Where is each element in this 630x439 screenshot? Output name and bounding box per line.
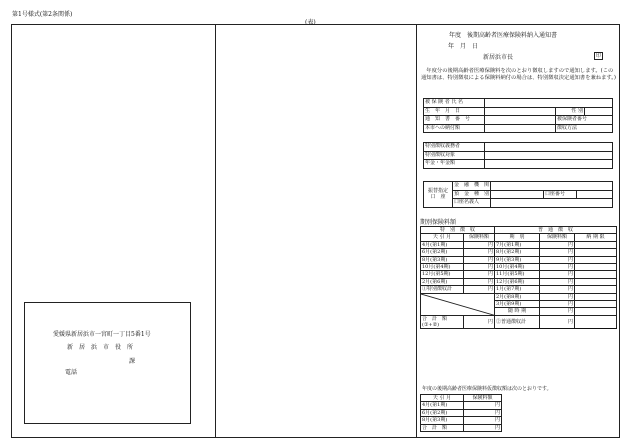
prov-month-cell: 6月(第2期) [421,409,464,416]
due-date-cell [575,293,617,300]
ordinary-amount-cell: 円 [540,271,575,278]
target-value [485,151,613,160]
notice-no-value [485,116,556,125]
birth-label: 生 年 月 日 [424,107,485,116]
special-month-cell: 2月(第6期) [421,278,464,285]
notice-date: 年 月 日 [448,43,479,50]
insured-table [423,98,613,133]
address-box [24,302,191,424]
transfer-table [423,181,613,208]
prov-amount-cell: 円 [464,417,502,424]
transfer-label-line1: 振替指定 [427,187,448,194]
table-row [424,151,613,160]
table-row [421,278,617,285]
period-heading: 期別保険料額 [420,219,457,226]
due-amount-label: 本市への納付額 [424,124,485,133]
ordinary-term-cell: 11月(第5期) [495,271,540,278]
special-month-cell: 8月(第3期) [421,256,464,263]
birth-value [485,107,556,116]
ordinary-term-cell: 1月(第7期) [495,286,540,293]
prov-month-cell: 8月(第3期) [421,417,464,424]
table-row [421,271,617,278]
provisional-table [420,394,502,432]
table-row [421,227,617,234]
obligor-label: 特別徴収義務者 [424,143,485,152]
panel-divider-left [215,24,216,437]
deposit-value [491,190,544,199]
special-header: 特 別 徴 収 [421,227,495,234]
deposit-label: 預 金 種 別 [454,190,490,197]
grand-total-formula: (①+②) [422,321,440,328]
transfer-label [424,182,453,208]
bank-label: 金 融 機 関 [454,182,490,188]
special-amount-cell: 円 [464,278,495,285]
method-label: 徴収方法 [556,124,613,133]
special-amount-cell: 円 [464,249,495,256]
prov-amount-cell: 円 [464,409,502,416]
ordinary-term-cell: 8月(第2期) [495,249,540,256]
due-date-header: 納 期 限 [575,234,617,241]
table-row [421,402,502,409]
table-row [421,395,502,402]
table-row [421,417,502,424]
seal-mark: 印 [596,53,602,59]
special-amount-cell: 円 [464,241,495,248]
due-date-cell [575,256,617,263]
special-amount-cell: 円 [464,264,495,271]
table-row [424,182,613,191]
special-month-header: 天 引 月 [421,234,464,241]
surplus-label: 随 時 期 [495,308,540,315]
sex-value [585,107,613,116]
pension-value [485,160,613,169]
notice-sender: 新居浜市長 [483,54,514,61]
due-date-cell [575,301,617,308]
table-row [424,116,613,125]
ordinary-total-label: ②普通徴収計 [495,315,540,328]
prov-total-label: 合 計 額 [421,424,464,431]
ordinary-term-cell: 2月(第8期) [495,293,540,300]
ordinary-amount-cell: 円 [540,256,575,263]
period-table [420,226,617,329]
provisional-intro: 年度の後期高齢者医療保険料仮徴収額は次のとおりです。 [422,386,552,392]
table-row [421,293,617,300]
phone-label: 電話 [65,369,78,376]
city-office: 新 居 浜 市 役 所 [67,344,134,351]
target-label: 特別徴収対象 [424,151,485,160]
sex-label: 性 別 [556,107,585,116]
special-total-label: ①特別徴収計 [421,286,464,293]
prov-month-cell: 4月(第1期) [421,402,464,409]
slash-cell [421,293,495,315]
ordinary-amount-cell: 円 [540,264,575,271]
notice-panel [417,24,618,436]
city-address: 愛媛県新居浜市一宮町一丁目5番1号 [53,331,151,338]
ordinary-term-cell: 12月(第6期) [495,278,540,285]
table-row [424,199,613,208]
insured-name-value [485,99,613,108]
notice-intro: 年度分の後期高齢者医療保険料を次のとおり徴収しますので通知します。(この通知書は、特別徴収による保険料納付の場合は、特別徴収決定通知書を兼ねます。) [421,68,616,82]
special-month-cell: 12月(第5期) [421,271,464,278]
grand-total-text: 合 計 額 [422,315,448,322]
table-row [421,409,502,416]
special-amount-cell: 円 [464,256,495,263]
due-date-cell [575,241,617,248]
ordinary-total-amount: 円 [540,315,575,328]
table-row [421,424,502,431]
bank-value [491,182,613,191]
ordinary-header: 普 通 徴 収 [495,227,617,234]
due-date-cell [575,286,617,293]
surplus-amount: 円 [540,308,575,315]
ordinary-term-header: 期 別 [495,234,540,241]
insured-no-label: 被保険者番号 [556,116,613,125]
special-month-cell: 10月(第4期) [421,264,464,271]
table-row [424,99,613,108]
prov-total-amount: 円 [464,424,502,431]
special-amount-cell: 円 [464,271,495,278]
prov-month-header: 天 引 月 [421,395,464,402]
ordinary-term-cell: 3月(第9期) [495,301,540,308]
due-date-cell [575,278,617,285]
ordinary-term-cell: 9月(第3期) [495,256,540,263]
due-date-cell [575,264,617,271]
ordinary-amount-cell: 円 [540,286,575,293]
ordinary-amount-header: 保険料額 [540,234,575,241]
notice-no-label: 通 知 書 番 号 [424,116,485,125]
special-amount-header: 保険料額 [464,234,495,241]
form-label: 第1号様式(第2条関係) [12,11,73,18]
prov-amount-header: 保険料額 [464,395,502,402]
ordinary-amount-cell: 円 [540,249,575,256]
table-row [424,143,613,152]
insured-name-label: 被 保 険 者 氏 名 [424,99,485,108]
table-row [421,256,617,263]
special-month-cell: 4月(第1期) [421,241,464,248]
section-label: 課 [129,358,136,365]
due-date-cell [575,271,617,278]
account-no-value [577,190,613,199]
ordinary-amount-cell: 円 [540,293,575,300]
notice-title: 年度 後期高齢者医療保険料納入通知書 [449,32,558,39]
table-row [421,315,617,328]
transfer-label-line2: 口 座 [430,194,446,201]
table-row [424,160,613,169]
ordinary-amount-cell: 円 [540,241,575,248]
pension-table [423,142,613,169]
table-row [424,124,613,133]
special-month-cell: 6月(第2期) [421,249,464,256]
holder-label: 口座名義人 [453,199,491,208]
grand-total-label [421,315,464,328]
ordinary-amount-cell: 円 [540,301,575,308]
ordinary-total-due [575,315,617,328]
table-row [424,107,613,116]
slash-line [421,294,494,315]
table-row [421,249,617,256]
grand-total-amount: 円 [464,315,495,328]
special-total-amount: 円 [464,286,495,293]
table-row [424,190,613,199]
pension-label: 年金・年金額 [424,160,485,169]
table-row [421,264,617,271]
prov-amount-cell: 円 [464,402,502,409]
side-label: (表) [305,19,316,26]
table-row [421,241,617,248]
ordinary-term-cell: 10月(第4期) [495,264,540,271]
table-row [421,234,617,241]
account-no-label: 口座番号 [544,190,577,199]
obligor-value [485,143,613,152]
holder-value [491,199,613,208]
ordinary-term-cell: 7月(第1期) [495,241,540,248]
due-date-cell [575,249,617,256]
due-amount-value [485,124,556,133]
table-row [421,286,617,293]
ordinary-amount-cell: 円 [540,278,575,285]
surplus-due [575,308,617,315]
